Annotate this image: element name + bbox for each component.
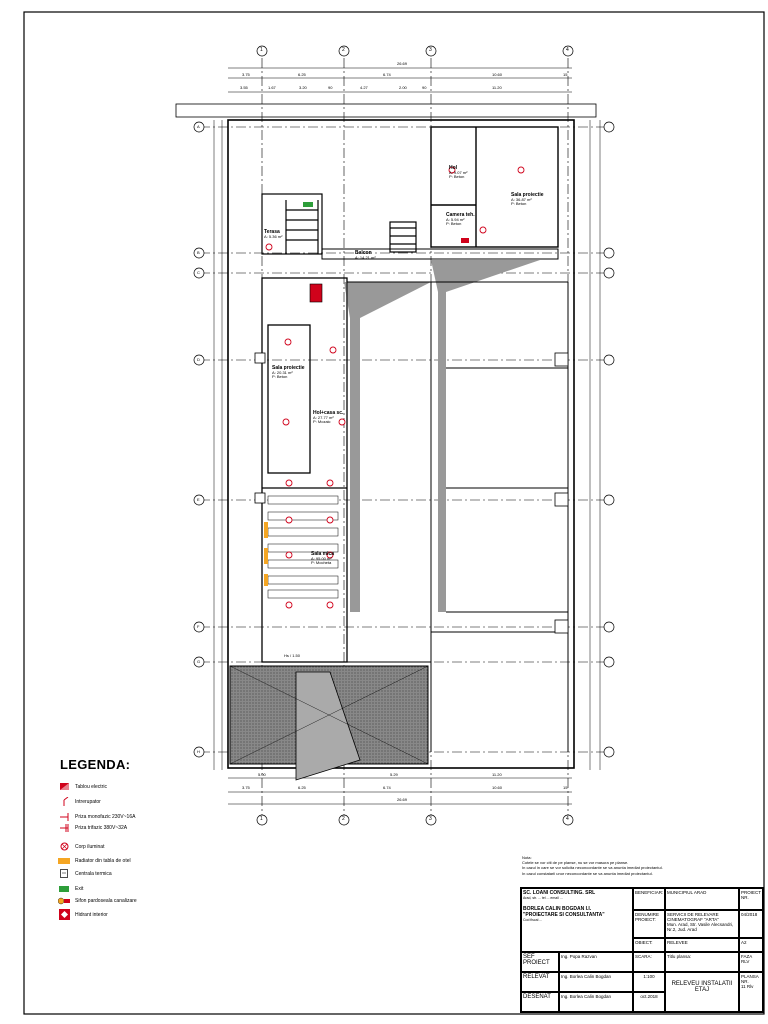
axis-label: F [197, 624, 200, 629]
exit-sign [303, 202, 313, 207]
grid-axes-horizontal [200, 127, 608, 752]
axis-label: 2 [342, 47, 345, 53]
axis-label: 3 [429, 47, 432, 53]
dim: 11.20 [492, 772, 502, 777]
room-label: Terasa A: 5.36 m² [264, 229, 283, 239]
radiator-icon [58, 856, 70, 865]
dim: 6.74 [383, 72, 391, 77]
notes: Nota: Cotele se vor citi de pe planse, nu se vor masura pe planse. In cazul in care se vor solicita neconcordante se va anunta imediat proiectantul. In cazul constatarii unor neconcordante se va anunta imediat proiectantul. [522, 855, 663, 876]
axis-label: A [197, 124, 200, 129]
dim: 3.75 [242, 785, 250, 790]
legend-item: Priza monofazic 230V~16A [58, 812, 135, 821]
legend-item: Corp iluminat [58, 842, 104, 851]
legend-item: Exit [58, 884, 83, 893]
dim: 1.67 [268, 85, 276, 90]
axis-label: 3 [429, 816, 432, 822]
dim: 6.74 [383, 785, 391, 790]
legend-item: Hidrant interior [58, 910, 108, 919]
panel-icon [58, 782, 70, 791]
axis-label: C [197, 270, 200, 275]
dim: 15 [563, 72, 568, 77]
dim: 90 [422, 85, 427, 90]
roof-overhang [176, 104, 596, 117]
dim-overall: 26.69 [397, 797, 408, 802]
dim: 4.27 [360, 85, 368, 90]
dim: 3.20 [299, 85, 307, 90]
axis-label: B [197, 250, 200, 255]
axis-label: E [197, 497, 200, 502]
raked-floor-wedge-2 [431, 260, 540, 292]
legend-title: LEGENDA: [60, 757, 131, 772]
dim: 2.00 [399, 85, 407, 90]
electric-panel [310, 284, 322, 302]
legend-item: Centrala termica [58, 869, 112, 878]
stair-block [262, 194, 416, 254]
axis-label: H [197, 749, 200, 754]
chute-icon [58, 896, 70, 905]
boiler [461, 238, 469, 243]
legend-item: Intrerupator [58, 797, 101, 806]
upper-rooms [431, 127, 558, 247]
dim: 5.00 [258, 772, 266, 777]
axis-label: 1 [260, 47, 263, 53]
dim: 5.29 [390, 772, 398, 777]
dim: 6.25 [298, 72, 306, 77]
exit-icon [58, 884, 70, 893]
axis-label: D [197, 357, 200, 362]
legend-item: Radiator din tabla de otel [58, 856, 131, 865]
dim: 3.55 [240, 85, 248, 90]
company-cell: SC. LOANI CONSULTING. SRL Arad, str. ... tel ... email ... BORLEA CALIN BOGDAN I.I. "PROIECTARE SI CONSULTANTA" Cod fiscal ... [521, 888, 633, 952]
hydrant-icon [58, 910, 70, 919]
room-label: Balcon A: 14.21 m² [355, 250, 376, 260]
title-block: SC. LOANI CONSULTING. SRL Arad, str. ... tel ... email ... BORLEA CALIN BOGDAN I.I. "PROIECTARE SI CONSULTANTA" Cod fiscal ... BENEFICIAR: MUNICIPIUL ARAD PROIECT NR. DENUMIRE PROIECT: SERVICII DE RELEVARE CINEMATOGRAF "ARTA" Mun. Arad, Str. Vasile Alecsandri, Nr.2, Jud. Arad 04/2018 OBIECT: RELEVEE A2 SEF PROIECT Ing. Popa Razvan SCARA: Titlu plansa: FAZA RLV RELEVAT Ing. Borlea Calin Bogdan 1:100 RELEVEU INSTALATII ETAJ PLANSA NR. 11 Rlv DESENAT Ing. Borlea Calin Bogdan oct.2018 [520, 887, 764, 1013]
axis-label: 4 [566, 47, 569, 53]
dim: 10.60 [492, 785, 503, 790]
room-label: Sala proiectie A: 20.31 m² P: Beton [272, 365, 305, 379]
room-label: Sala proiectie A: 36.87 m² P: Beton [511, 192, 544, 206]
dim: 10.60 [492, 72, 503, 77]
room-label: Hol+casa sc. A: 27.77 m² P: Mozaic [313, 410, 344, 424]
raked-floor-wedge [344, 282, 431, 318]
radiators [264, 522, 268, 586]
axis-label: 1 [260, 816, 263, 822]
axis-label: G [197, 659, 201, 664]
dim: 3.75 [242, 72, 250, 77]
light-fixtures [266, 167, 524, 608]
switch-icon [58, 797, 70, 806]
left-rooms [262, 278, 347, 662]
socket-icon [58, 812, 70, 821]
legend-item: Tablou electric [58, 782, 107, 791]
room-label: Sala mica A: 95.00 m² P: Mocheta [311, 551, 335, 565]
boiler-icon [58, 869, 70, 878]
axis-label: 4 [566, 816, 569, 822]
legend-item: Priza trifazic 380V~32A [58, 823, 127, 832]
lamp-icon [58, 842, 70, 851]
room-label: Hol A: 9.07 m² P: Beton [449, 165, 468, 179]
dim: 11.20 [492, 85, 502, 90]
socket3-icon [58, 823, 70, 832]
height-label: Hs / 1.50 [284, 653, 301, 658]
dim: 90 [328, 85, 333, 90]
legend-item: Sifon pardoseala canalizare [58, 896, 137, 905]
dim: 6.25 [298, 785, 306, 790]
dim-overall: 26.69 [397, 61, 408, 66]
dim: 15 [563, 785, 568, 790]
room-label: Camera teh. A: 5.94 m² P: Beton [446, 212, 475, 226]
axis-label: 2 [342, 816, 345, 822]
seat-rows [268, 496, 338, 598]
